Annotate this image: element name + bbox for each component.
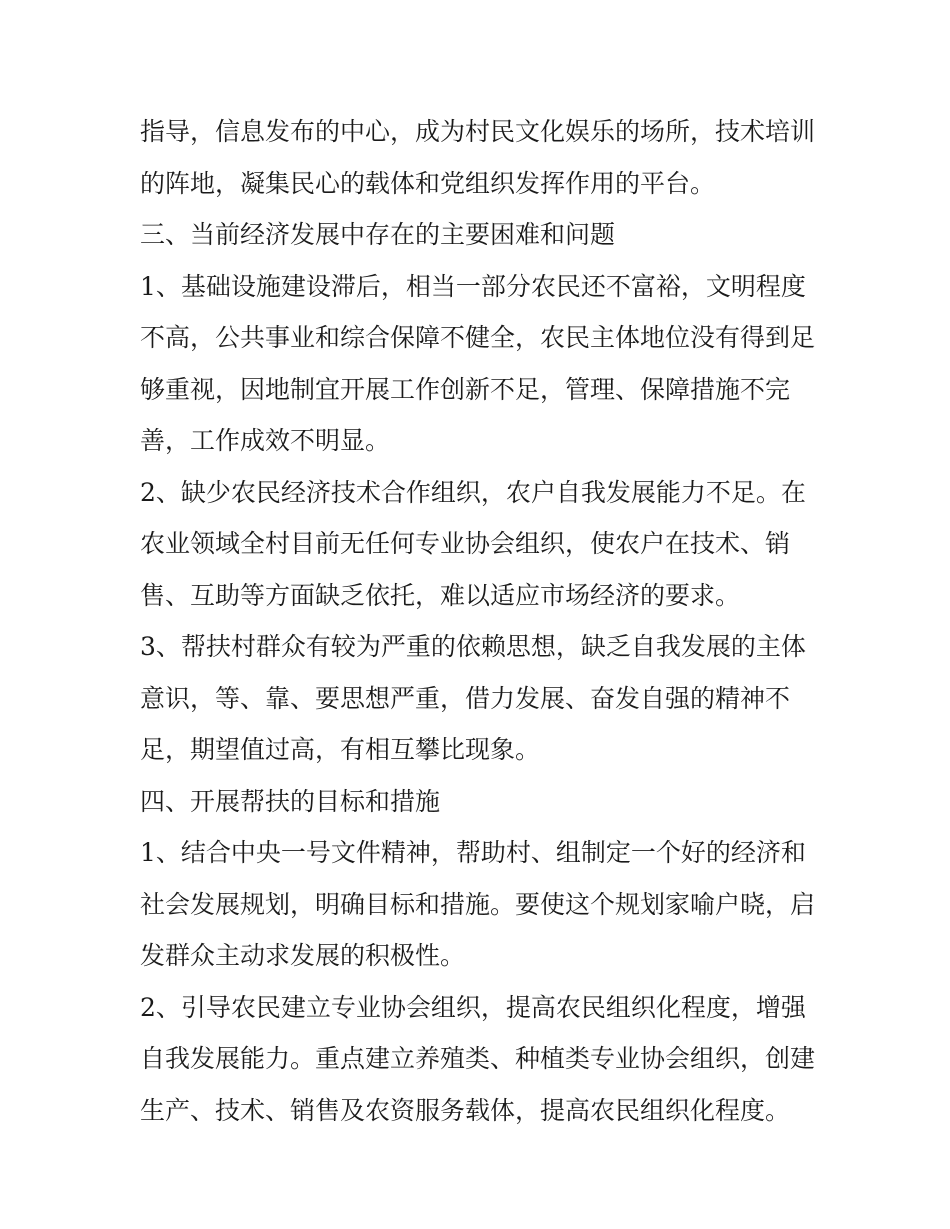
text-line-19: 自我发展能力。重点建立养殖类、种植类专业协会组织，创建 [140,1044,816,1073]
text-line-18: 2、引导农民建立专业协会组织，提高农民组织化程度，增强 [140,992,806,1022]
text-line-10: 售、互助等方面缺乏依托，难以适应市场经济的要求。 [140,580,741,610]
text-line-7: 善，工作成效不明显。 [140,426,391,455]
text-line-9: 农业领域全村目前无任何专业协会组织，使农户在技术、销 [140,529,791,558]
text-line-2: 的阵地，凝集民心的载体和党组织发挥作用的平台。 [140,168,716,198]
text-line-20: 生产、技术、销售及农资服务载体，提高农民组织化程度。 [140,1095,791,1125]
text-line-11: 3、帮扶村群众有较为严重的依赖思想，缺乏自我发展的主体 [140,632,806,661]
section-heading-4: 四、开展帮扶的目标和措施 [140,786,441,816]
text-line-1: 指导，信息发布的中心，成为村民文化娱乐的场所，技术培训 [140,117,816,146]
text-line-5: 不高，公共事业和综合保障不健全，农民主体地位没有得到足 [140,323,816,352]
document-body [140,106,820,1136]
text-line-15: 1、结合中央一号文件精神，帮助村、组制定一个好的经济和 [140,838,806,867]
text-line-16: 社会发展规划，明确目标和措施。要使这个规划家喻户晓，启 [140,889,816,919]
text-line-17: 发群众主动求发展的积极性。 [140,941,466,970]
text-line-4: 1、基础设施建设滞后，相当一部分农民还不富裕，文明程度 [140,271,806,301]
text-line-6: 够重视，因地制宜开展工作创新不足，管理、保障措施不完 [140,374,791,404]
text-line-13: 足，期望值过高，有相互攀比现象。 [140,735,541,764]
section-heading-3: 三、当前经济发展中存在的主要困难和问题 [140,220,616,249]
text-line-8: 2、缺少农民经济技术合作组织，农户自我发展能力不足。在 [140,477,806,507]
text-line-12: 意识，等、靠、要思想严重，借力发展、奋发自强的精神不 [140,683,791,713]
